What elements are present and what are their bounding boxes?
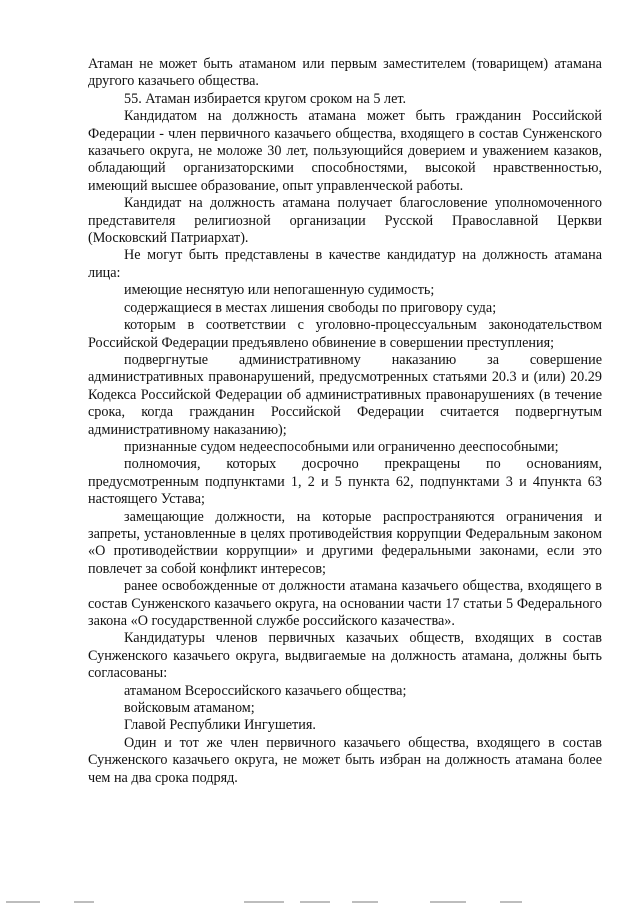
list-item-all-russian-ataman: атаманом Всероссийского казачьего общества; (124, 682, 407, 699)
scan-bottom-artifacts (0, 895, 640, 905)
paragraph-clause-55: 55. Атаман избирается кругом сроком на 5 лет. (124, 90, 407, 107)
list-item-terminated-powers: полномочия, которых досрочно прекращены по основаниям, предусмотренным подпунктами 1, 2 и 5 пункта 62, подпунктами 3 и 4пункта 63 настоящего Устава; (88, 456, 602, 508)
list-item-administrative-penalty: подвергнутые административному наказанию за совершение административных правонарушений, предусмотренных статьями 20.3 и (или) 20.29 Кодекса Российской Федерации об административных правонарушениях (в течение срока, когда гражданин Российской Федерации считается подвергнутым административному наказанию); (88, 351, 602, 438)
list-item-accused: которым в соответствии с уголовно-процессуальным законодательством Российской Федерации предъявлено обвинение в совершении преступления; (88, 317, 602, 351)
list-item-corruption-restrictions: замещающие должности, на которые распространяются ограничения и запреты, установленные в целях противодействия коррупции Федеральным законом «О противодействии коррупции» и другими федеральными законами, если это повлечет за собой конфликт интересов; (88, 508, 602, 577)
document-page (88, 56, 602, 787)
list-item-previously-dismissed: ранее освобожденные от должности атамана казачьего общества, входящего в состав Сунженского казачьего округа, на основании части 17 статьи 5 Федерального закона «О государственной службе российского казачества». (88, 578, 602, 629)
paragraph-blessing: Кандидат на должность атамана получает благословение уполномоченного представителя религиозной организации Русской Православной Церкви (Московский Патриархат). (88, 195, 602, 247)
list-item-imprisoned: содержащиеся в местах лишения свободы по приговору суда; (124, 299, 497, 316)
paragraph-approval-intro: Кандидатуры членов первичных казачьих обществ, входящих в состав Сунженского казачьего округа, выдвигаемые на должность атамана, должны быть согласованы: (88, 630, 602, 682)
paragraph-ineligible-intro: Не могут быть представлены в качестве кандидатур на должность атамана лица: (88, 247, 602, 281)
list-item-incapacitated: признанные судом недееспособными или ограниченно дееспособными; (124, 438, 559, 455)
list-item-military-ataman: войсковым атаманом; (124, 700, 255, 717)
paragraph-term-limit: Один и тот же член первичного казачьего общества, входящего в состав Сунженского казачьего округа, не может быть избран на должность атамана более чем на два срока подряд. (88, 734, 602, 786)
paragraph-candidate-requirements: Кандидатом на должность атамана может быть гражданин Российской Федерации - член первичного казачьего общества, входящего в состав Сунженского казачьего округа, не моложе 30 лет, пользующийся доверием и уважением казаков, обладающий организаторскими способностями, высокой нравственностью, имеющий высшее образование, опыт управленческой работы. (88, 108, 602, 194)
list-item-criminal-record: имеющие неснятую или непогашенную судимость; (124, 282, 435, 299)
paragraph-ataman-restriction: Атаман не может быть атаманом или первым заместителем (товарищем) атамана другого казачьего общества. (88, 56, 602, 90)
list-item-head-of-republic: Главой Республики Ингушетия. (124, 717, 316, 734)
